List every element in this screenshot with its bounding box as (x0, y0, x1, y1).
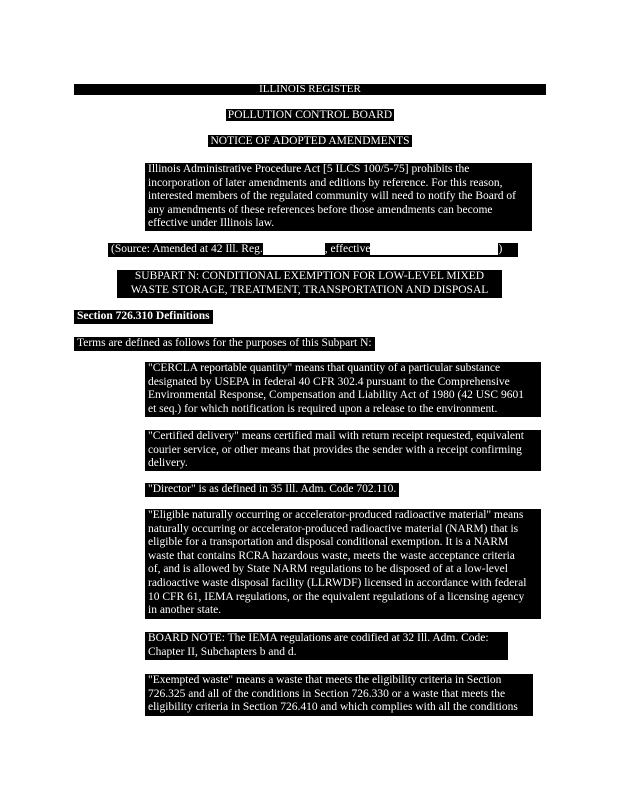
board-name-line (74, 109, 546, 121)
definition-line: Environmental Response, Compensation and Liability Act of 1980 (42 USC 9601 (148, 389, 524, 402)
intro-line: incorporation of later amendments and editions by reference. For this reason, (148, 176, 503, 189)
definition-line: "Certified delivery" means certified mail with return receipt requested, equivalent (148, 430, 524, 442)
board-name: POLLUTION CONTROL BOARD (227, 109, 393, 121)
intro-line: any amendments of these references before those amendments can become (148, 203, 493, 216)
section-title: Section 726.310 Definitions (74, 310, 213, 324)
terms-intro: Terms are defined as follows for the purposes of this Subpart N: (74, 337, 375, 351)
definition-line: waste that contains RCRA hazardous waste, meets the waste acceptance criteria (148, 549, 515, 562)
source-prefix: (Source: Amended at 42 Ill. Reg. (111, 243, 263, 255)
definition-exempted-waste (145, 674, 533, 716)
subpart-heading (117, 270, 502, 298)
definition-director: "Director" is as defined in 35 Ill. Adm. Code 702.110. (145, 483, 399, 497)
definition-certified-delivery (145, 430, 541, 471)
definition-line: "Eligible naturally occurring or accelerator-produced radioactive material" means (148, 509, 524, 521)
definition-line: "CERCLA reportable quantity" means that quantity of a particular substance (148, 362, 501, 374)
definition-line: "Exempted waste" means a waste that meets the eligibility criteria in Section (148, 674, 502, 686)
definition-line: radioactive waste disposal facility (LLRWDF) licensed in accordance with federal (148, 576, 527, 589)
definition-line: delivery. (148, 457, 188, 470)
definition-line: in another state. (148, 604, 222, 617)
definition-line: designated by USEPA in federal 40 CFR 302.4 pursuant to the Comprehensive (148, 375, 510, 388)
source-date-blank (263, 243, 325, 255)
subpart-line: SUBPART N: CONDITIONAL EXEMPTION FOR LOW-LEVEL MIXED (134, 270, 485, 282)
source-effective: , effective (324, 243, 371, 255)
register-title: ILLINOIS REGISTER (259, 83, 361, 95)
definition-line: 10 CFR 61, IEMA regulations, or the equivalent regulations of a licensing agency (148, 590, 525, 603)
subpart-line: WASTE STORAGE, TREATMENT, TRANSPORTATION AND DISPOSAL (130, 283, 489, 296)
register-header-bar (74, 84, 546, 95)
notice-title: NOTICE OF ADOPTED AMENDMENTS (210, 135, 410, 147)
board-note-line: BOARD NOTE: The IEMA regulations are codified at 32 Ill. Adm. Code: (148, 632, 489, 644)
definition-eligible-narm (145, 509, 541, 619)
source-line (108, 243, 518, 257)
notice-line (74, 135, 546, 147)
intro-line: effective under Illinois law. (148, 217, 275, 230)
definition-cercla (145, 362, 541, 417)
definition-line: courier service, or other means that provides the sender with a receipt confirming (148, 443, 522, 456)
board-note-line: Chapter II, Subchapters b and d. (148, 645, 297, 658)
definition-line: naturally occurring or accelerator-produced radioactive material (NARM) that is (148, 522, 519, 535)
intro-paragraph (145, 163, 532, 231)
definition-line: of, and is allowed by State NARM regulations to be disposed of at a low-level (148, 563, 508, 576)
effective-date-blank (370, 243, 498, 255)
definition-line: eligible for a transportation and disposal conditional exemption. It is a NARM (148, 536, 509, 549)
intro-line: interested members of the regulated community will need to notify the Board of (148, 190, 516, 203)
intro-line: Illinois Administrative Procedure Act [5 ILCS 100/5-75] prohibits the (148, 163, 470, 175)
definition-line: eligibility criteria in Section 726.410 and which complies with all the conditions (148, 701, 518, 714)
definition-line: et seq.) for which notification is required upon a release to the environment. (148, 402, 498, 415)
board-note (145, 632, 508, 660)
definition-line: 726.325 and all of the conditions in Section 726.330 or a waste that meets the (148, 687, 506, 700)
source-suffix: ) (498, 243, 503, 255)
